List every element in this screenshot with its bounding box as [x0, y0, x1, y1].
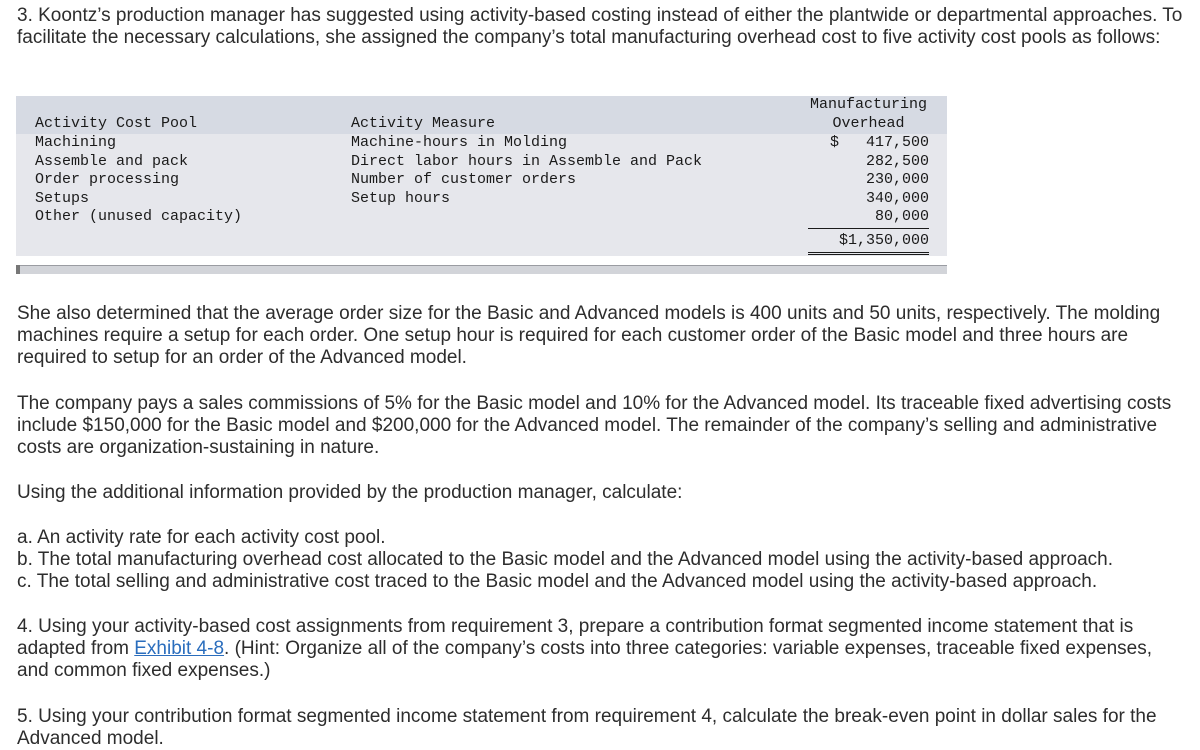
overhead-amount: 340,000	[865, 189, 929, 207]
total-double-rule-bottom	[808, 254, 929, 255]
requirement-5: 5. Using your contribution format segmented income statement from requirement 4, calculate the break-even point in dollar sales for the Advanced model.	[17, 706, 1157, 749]
setup-paragraph: She also determined that the average order size for the Basic and Advanced models is 400 units and 50 units, respectively. The molding machines require a setup for each order. One setup hour is required for each customer order of the Basic model and three hours are required to setup for an order of the Advanced model.	[17, 303, 1161, 368]
scrollbar-thumb[interactable]	[16, 265, 20, 274]
header-overhead-line2: Overhead	[832, 115, 905, 132]
overhead-amount: 282,500	[865, 152, 929, 170]
requirement-4	[17, 616, 1187, 682]
pool-name: Order processing	[35, 171, 180, 188]
commission-paragraph: The company pays a sales commissions of 5% for the Basic model and 10% for the Advanced model. Its traceable fixed advertising costs include $150,000 for the Basic model and $200,000 for the Advanced model. The remainder of the company’s selling and administrative costs are organization-sustaining in nature.	[17, 393, 1172, 458]
pool-name: Assemble and pack	[35, 152, 189, 170]
overhead-amount: $ 417,500	[829, 134, 929, 151]
intro-paragraph: 3. Koontz’s production manager has suggested using activity-based costing instead of either the plantwide or departmental approaches. To facilitate the necessary calculations, she assigned the company’s total manufacturing overhead cost to five activity cost pools as follows:	[17, 5, 1183, 48]
activity-measure: Direct labor hours in Assemble and Pack	[351, 152, 703, 170]
header-activity-cost-pool: Activity Cost Pool	[35, 115, 198, 132]
requirement-4-text: 4. Using your activity-based cost assignments from requirement 3, prepare a contribution format segmented income statement that is adapted from	[17, 616, 1134, 659]
pool-name: Other (unused capacity)	[35, 208, 243, 225]
subtotal-rule	[808, 228, 929, 229]
activity-measure: Machine-hours in Molding	[351, 134, 568, 151]
table-horizontal-scrollbar[interactable]	[16, 265, 947, 274]
header-overhead-line1: Manufacturing	[809, 96, 928, 113]
pool-name: Machining	[35, 134, 117, 151]
total-double-rule-top	[808, 252, 929, 253]
pool-name: Setups	[35, 189, 90, 207]
exhibit-4-8-link[interactable]: Exhibit 4-8	[134, 638, 225, 659]
overhead-amount: 80,000	[874, 208, 929, 225]
activity-measure: Setup hours	[351, 189, 451, 207]
requirement-4-hint: . (Hint: Organize all of the company’s costs into three categories: variable expenses, traceable fixed expenses, and common fixed expenses.)	[17, 638, 1153, 681]
overhead-amount: 230,000	[865, 171, 929, 188]
requirement-a: a. An activity rate for each activity cost pool.	[17, 527, 386, 548]
activity-measure: Number of customer orders	[351, 171, 577, 188]
overhead-total: $1,350,000	[838, 232, 929, 249]
requirement-b: b. The total manufacturing overhead cost allocated to the Basic model and the Advanced model using the activity-based approach.	[17, 549, 1113, 570]
requirement-c: c. The total selling and administrative cost traced to the Basic model and the Advanced model using the activity-based approach.	[17, 571, 1098, 592]
instruction-paragraph: Using the additional information provided by the production manager, calculate:	[17, 482, 683, 503]
header-activity-measure: Activity Measure	[351, 115, 496, 132]
